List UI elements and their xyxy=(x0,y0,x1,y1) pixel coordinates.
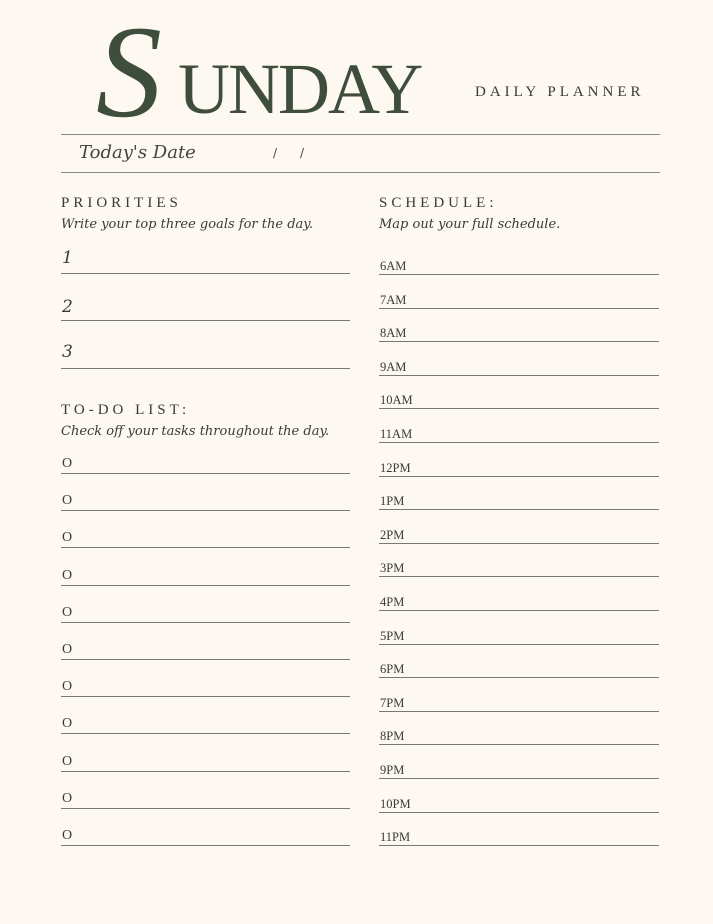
header-divider-bottom xyxy=(61,172,660,173)
todo-checkbox[interactable]: O xyxy=(62,493,73,509)
todo-line[interactable] xyxy=(61,733,350,734)
schedule-time-label: 6PM xyxy=(380,662,405,677)
date-slash-1: / xyxy=(273,146,278,160)
priority-number: 1 xyxy=(62,248,73,268)
schedule-line[interactable] xyxy=(379,543,659,544)
schedule-time-label: 1PM xyxy=(380,494,405,509)
schedule-line[interactable] xyxy=(379,274,659,275)
schedule-line[interactable] xyxy=(379,778,659,779)
priority-number: 2 xyxy=(62,297,73,317)
page-subtitle: DAILY PLANNER xyxy=(475,84,645,100)
todo-checkbox[interactable]: O xyxy=(62,604,73,620)
schedule-heading: SCHEDULE: xyxy=(379,195,498,211)
schedule-subheading: Map out your full schedule. xyxy=(379,217,561,232)
header-divider-top xyxy=(61,134,660,135)
todo-line[interactable] xyxy=(61,696,350,697)
schedule-line[interactable] xyxy=(379,509,659,510)
schedule-line[interactable] xyxy=(379,408,659,409)
todo-line[interactable] xyxy=(61,771,350,772)
todo-checkbox[interactable]: O xyxy=(62,753,73,769)
priorities-subheading: Write your top three goals for the day. xyxy=(61,217,314,232)
schedule-line[interactable] xyxy=(379,610,659,611)
todo-checkbox[interactable]: O xyxy=(62,530,73,546)
todo-checkbox[interactable]: O xyxy=(62,828,73,843)
priorities-heading: PRIORITIES xyxy=(61,195,182,211)
todo-subheading: Check off your tasks throughout the day. xyxy=(61,424,330,439)
schedule-time-label: 3PM xyxy=(380,561,405,576)
priority-line[interactable] xyxy=(61,368,350,369)
schedule-line[interactable] xyxy=(379,375,659,376)
page-title-initial: S xyxy=(96,0,160,145)
todo-line[interactable] xyxy=(61,510,350,511)
schedule-time-label: 8AM xyxy=(380,326,407,341)
schedule-line[interactable] xyxy=(379,744,659,745)
todo-checkbox[interactable]: O xyxy=(62,790,73,806)
date-label: Today's Date xyxy=(79,142,196,163)
schedule-time-label: 7PM xyxy=(380,695,405,710)
todo-line[interactable] xyxy=(61,845,350,846)
todo-line[interactable] xyxy=(61,808,350,809)
schedule-line[interactable] xyxy=(379,812,659,813)
schedule-line[interactable] xyxy=(379,576,659,577)
schedule-line[interactable] xyxy=(379,711,659,712)
todo-checkbox[interactable]: O xyxy=(62,716,73,732)
todo-checkbox[interactable]: O xyxy=(62,642,73,657)
schedule-line[interactable] xyxy=(379,677,659,678)
todo-line[interactable] xyxy=(61,659,350,660)
page-title-rest: UNDAY xyxy=(178,49,422,129)
date-slash-2: / xyxy=(300,146,305,160)
priority-line[interactable] xyxy=(61,273,350,274)
schedule-time-label: 12PM xyxy=(380,460,411,475)
priority-line[interactable] xyxy=(61,320,350,321)
todo-checkbox[interactable]: O xyxy=(62,456,73,471)
schedule-time-label: 9AM xyxy=(380,359,407,374)
priority-number: 3 xyxy=(62,342,73,362)
schedule-time-label: 10PM xyxy=(380,796,411,811)
todo-line[interactable] xyxy=(61,473,350,474)
todo-checkbox[interactable]: O xyxy=(62,567,73,583)
schedule-line[interactable] xyxy=(379,845,659,846)
schedule-time-label: 10AM xyxy=(380,393,413,408)
todo-line[interactable] xyxy=(61,622,350,623)
schedule-time-label: 5PM xyxy=(380,628,405,643)
schedule-time-label: 11PM xyxy=(380,830,411,845)
todo-line[interactable] xyxy=(61,547,350,548)
schedule-line[interactable] xyxy=(379,442,659,443)
todo-heading: TO-DO LIST: xyxy=(61,402,191,418)
schedule-time-label: 11AM xyxy=(380,427,413,441)
schedule-line[interactable] xyxy=(379,476,659,477)
todo-checkbox[interactable]: O xyxy=(62,679,73,695)
todo-line[interactable] xyxy=(61,585,350,586)
schedule-time-label: 7AM xyxy=(380,292,407,307)
schedule-time-label: 9PM xyxy=(380,763,405,777)
schedule-line[interactable] xyxy=(379,308,659,309)
schedule-time-label: 4PM xyxy=(380,595,405,609)
schedule-time-label: 2PM xyxy=(380,527,405,542)
schedule-line[interactable] xyxy=(379,644,659,645)
schedule-time-label: 8PM xyxy=(380,729,405,744)
schedule-line[interactable] xyxy=(379,341,659,342)
schedule-time-label: 6AM xyxy=(380,259,407,273)
